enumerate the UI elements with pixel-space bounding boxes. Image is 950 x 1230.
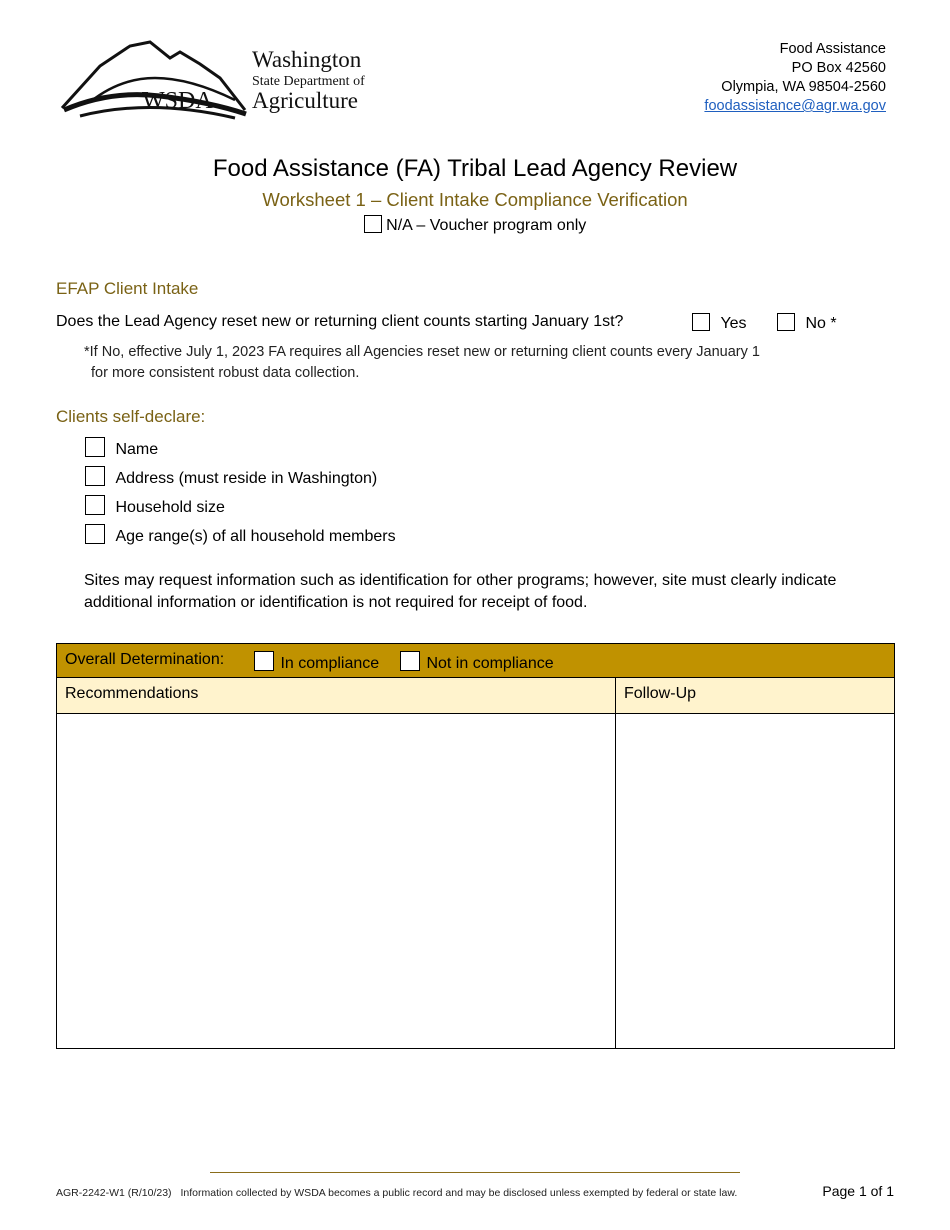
address-block bbox=[704, 40, 886, 116]
checklist-item-name bbox=[85, 437, 158, 459]
page-number: Page 1 of 1 bbox=[822, 1183, 894, 1199]
in-compliance-checkbox[interactable] bbox=[254, 651, 274, 671]
recommendations-field[interactable] bbox=[57, 714, 615, 1048]
in-compliance-label: In compliance bbox=[280, 655, 380, 672]
name-checkbox[interactable] bbox=[85, 437, 105, 457]
email-link[interactable]: foodassistance@agr.wa.gov bbox=[704, 98, 886, 114]
checklist-label: Household size bbox=[115, 499, 225, 516]
not-in-compliance-checkbox[interactable] bbox=[400, 651, 420, 671]
na-label: N/A – Voucher program only bbox=[386, 217, 587, 234]
logo-line1: Washington bbox=[252, 47, 362, 72]
not-in-compliance-option bbox=[400, 651, 554, 673]
form-id: AGR-2242-W1 (R/10/23) bbox=[56, 1187, 172, 1199]
address-line3: Olympia, WA 98504-2560 bbox=[721, 79, 886, 95]
no-checkbox[interactable] bbox=[777, 313, 795, 331]
logo-abbr: WSDA bbox=[142, 88, 213, 114]
identification-paragraph: Sites may request information such as identification for other programs; however, site must clearly indicate additional information or identification is not required for receipt of food. bbox=[84, 572, 837, 611]
yes-label: Yes bbox=[720, 315, 747, 332]
disclaimer: Information collected by WSDA becomes a public record and may be disclosed unless exempted by federal or state law. bbox=[180, 1187, 738, 1199]
yes-option bbox=[692, 313, 747, 333]
determination-row bbox=[57, 644, 894, 678]
footer-divider bbox=[210, 1172, 740, 1173]
logo-line3: Agriculture bbox=[252, 88, 359, 113]
reset-question: Does the Lead Agency reset new or returning client counts starting January 1st? bbox=[56, 313, 624, 330]
footer-text bbox=[56, 1187, 737, 1199]
address-checkbox[interactable] bbox=[85, 466, 105, 486]
checklist-label: Age range(s) of all household members bbox=[115, 528, 396, 545]
checklist-item-address bbox=[85, 466, 377, 488]
address-line1: Food Assistance bbox=[779, 41, 886, 57]
followup-field[interactable] bbox=[616, 714, 894, 1048]
checklist-item-household bbox=[85, 495, 225, 517]
no-label: No * bbox=[805, 315, 837, 332]
followup-header: Follow-Up bbox=[616, 678, 894, 714]
logo-wordmark bbox=[252, 48, 365, 112]
page-subtitle: Worksheet 1 – Client Intake Compliance Verification bbox=[262, 189, 688, 210]
note-line2: for more consistent robust data collection. bbox=[91, 365, 360, 381]
checklist-label: Address (must reside in Washington) bbox=[115, 470, 378, 487]
na-option bbox=[0, 215, 950, 235]
reset-note bbox=[84, 342, 760, 384]
mountain-logo-icon bbox=[60, 38, 250, 120]
determination-table bbox=[56, 643, 895, 1049]
not-in-compliance-label: Not in compliance bbox=[426, 655, 554, 672]
recommendations-header: Recommendations bbox=[57, 678, 616, 714]
in-compliance-option bbox=[254, 651, 379, 673]
wsda-logo bbox=[60, 38, 380, 120]
page-title: Food Assistance (FA) Tribal Lead Agency Review bbox=[212, 155, 738, 182]
age-checkbox[interactable] bbox=[85, 524, 105, 544]
checklist-item-age bbox=[85, 524, 396, 546]
yes-checkbox[interactable] bbox=[692, 313, 710, 331]
no-option bbox=[777, 313, 837, 333]
household-checkbox[interactable] bbox=[85, 495, 105, 515]
na-checkbox[interactable] bbox=[364, 215, 382, 233]
determination-label: Overall Determination: bbox=[65, 651, 225, 668]
address-line2: PO Box 42560 bbox=[791, 60, 886, 76]
checklist-label: Name bbox=[115, 441, 159, 458]
note-line1: *If No, effective July 1, 2023 FA requires all Agencies reset new or returning client counts every January 1 bbox=[84, 344, 760, 360]
self-declare-heading: Clients self-declare: bbox=[56, 407, 206, 426]
logo-line2: State Department of bbox=[252, 74, 365, 89]
efap-heading: EFAP Client Intake bbox=[56, 279, 199, 298]
